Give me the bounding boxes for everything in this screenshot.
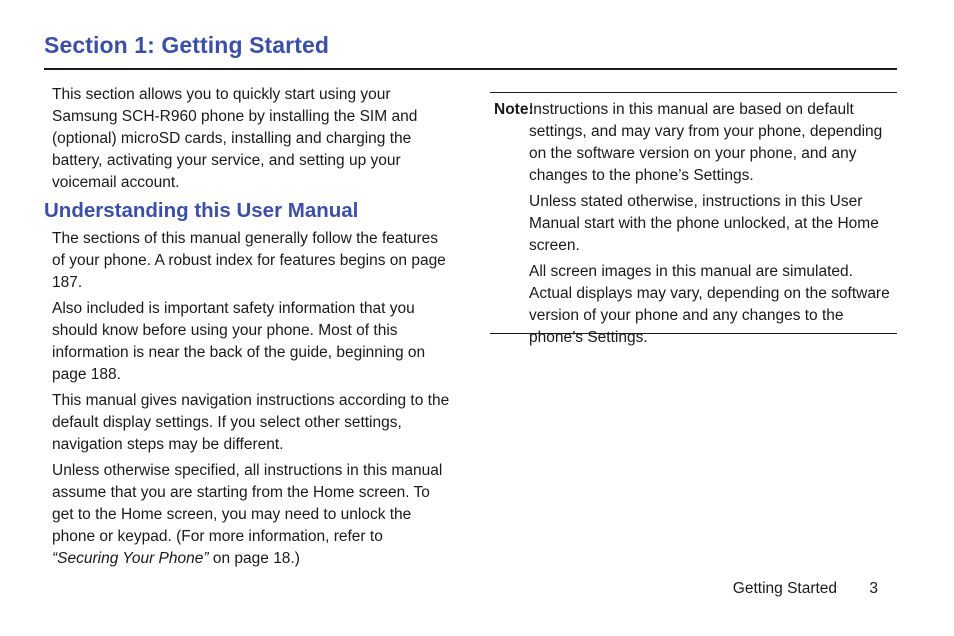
note-item: All screen images in this manual are simulated. Actual displays may vary, depending on the software version of your phone and any changes to the phone’s Settings.: [529, 263, 890, 346]
page-number: 3: [869, 580, 878, 597]
paragraph-home-screen-end: on page 18.): [208, 550, 300, 567]
title-rule: [44, 68, 897, 70]
cross-reference-link[interactable]: “Securing Your Phone”: [52, 550, 209, 567]
paragraph-features: The sections of this manual generally follow the features of your phone. A robust index for features begins on page 187.: [52, 230, 446, 291]
page-footer: [733, 579, 878, 599]
paragraph-navigation: This manual gives navigation instructions according to the default display settings. If you select other settings, navigation steps may be different.: [52, 392, 450, 453]
intro-paragraph: This section allows you to quickly start using your Samsung SCH-R960 phone by installing the SIM and (optional) microSD cards, installing and charging the battery, activating your service, and setting up your voicemail account.: [52, 86, 418, 191]
paragraph-safety: Also included is important safety information that you should know before using your phone. Most of this information is near the back of the guide, beginning on page 188.: [52, 300, 426, 383]
note-item: Unless stated otherwise, instructions in this User Manual start with the phone unlocked, at the Home screen.: [529, 193, 879, 254]
note-item: Instructions in this manual are based on default settings, and may vary from your phone, depending on the software version on your phone, and any changes to the phone’s Settings.: [529, 101, 883, 184]
note-label: Note:: [494, 101, 534, 118]
left-column: [44, 84, 450, 574]
section-title: Section 1: Getting Started: [44, 32, 330, 58]
paragraph-home-screen-text: Unless otherwise specified, all instructions in this manual assume that you are starting from the Home screen. To get to the Home screen, you may need to unlock the phone or keypad. (For more information, refer to: [52, 462, 443, 545]
footer-label: Getting Started: [732, 580, 838, 597]
note-box: [490, 92, 897, 346]
paragraph-home-screen: [52, 460, 450, 570]
subheading: Understanding this User Manual: [44, 199, 359, 222]
note-body: [529, 99, 895, 353]
